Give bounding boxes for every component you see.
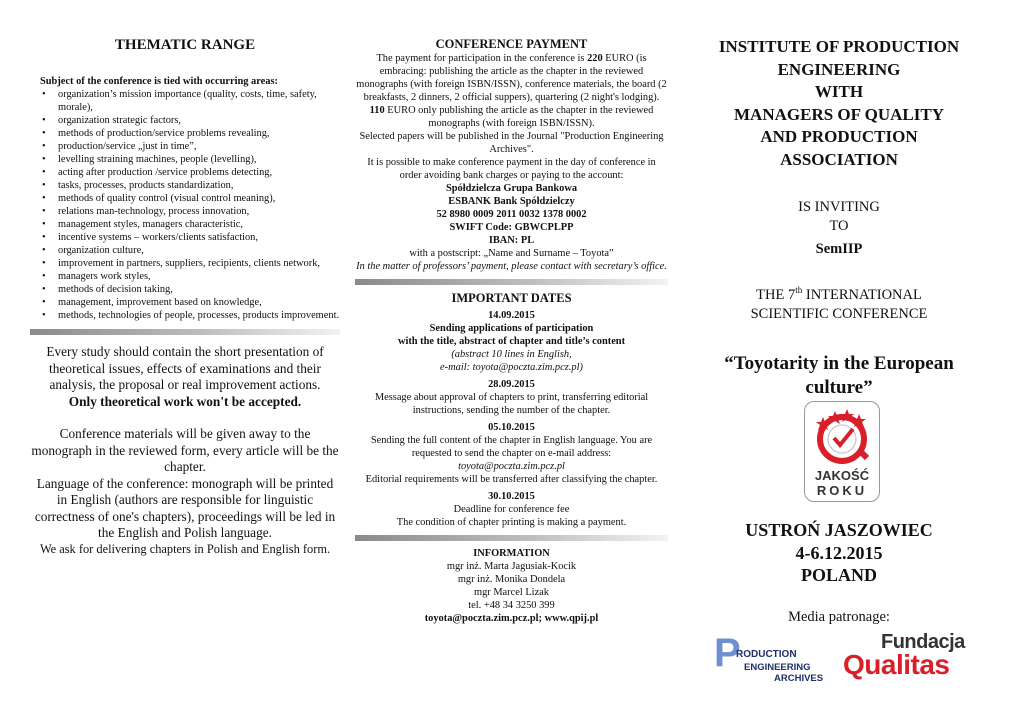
location-city: USTROŃ JASZOWIEC xyxy=(745,520,933,540)
thematic-column xyxy=(30,0,340,725)
contact-person-3: mgr Marcel Lizak xyxy=(473,587,549,598)
payment-text-2: 110 EURO only publishing the article as the chapter in the reviewed monographs (with foreign ISBN/ISSN). xyxy=(369,105,654,129)
conference-block xyxy=(680,281,998,324)
pea-letter-p-icon: P xyxy=(714,631,741,675)
contact-person-1: mgr inż. Marta Jagusiak-Kocik xyxy=(446,561,577,572)
production-engineering-archives-logo xyxy=(714,633,844,685)
quality-badge-line-1: JAKOŚĆ xyxy=(814,468,870,483)
info-p4: We ask for delivering chapters in Polish and English form. xyxy=(39,541,331,556)
conference-title: “Toyotarity in the European culture” xyxy=(724,352,954,398)
organizer-line-3: WITH xyxy=(814,82,864,101)
inviting-line-1: IS INVITING xyxy=(798,199,880,215)
thematic-item: • production/service „just in time”, xyxy=(30,140,340,153)
swift-code: SWIFT Code: GBWCPLPP xyxy=(449,222,574,233)
thematic-item: • management styles, managers characteristic, xyxy=(30,218,340,231)
thematic-item: • management, improvement based on knowledge, xyxy=(30,296,340,309)
professors-note: In the matter of professors’ payment, please contact with secretary’s office. xyxy=(356,261,667,272)
pea-line-1: RODUCTION xyxy=(736,649,797,660)
date-1: 14.09.2015 xyxy=(488,310,535,321)
inviting-block xyxy=(680,198,998,259)
fundacja-text: Fundacja xyxy=(881,631,965,653)
information-title: INFORMATION xyxy=(473,548,550,559)
location-dates: 4-6.12.2015 xyxy=(795,542,883,563)
date-3-text-2: Editorial requirements will be transferred after classifying the chapter. xyxy=(365,474,658,485)
pea-line-3: ARCHIVES xyxy=(774,673,824,684)
bank-name-1: Spółdzielcza Grupa Bankowa xyxy=(445,183,578,194)
thematic-item: • organization culture, xyxy=(30,244,340,257)
info-p1: Every study should contain the short presentation of theoretical issues, effects of examinations and their analysis, the proposal or real improvement actions. xyxy=(46,344,324,392)
seminar-name: SemIIP xyxy=(815,241,863,257)
location-block xyxy=(680,519,998,587)
date-3: 05.10.2015 xyxy=(488,422,535,433)
date-1-line-4: e-mail: toyota@poczta.zim.pcz.pl) xyxy=(440,362,583,373)
thematic-item: • organization strategic factors, xyxy=(30,114,340,127)
dates-title: IMPORTANT DATES xyxy=(451,291,572,305)
organizer-block xyxy=(680,36,998,171)
conference-line-2: SCIENTIFIC CONFERENCE xyxy=(750,305,928,322)
thematic-item: • methods, technologies of people, processes, products improvement. xyxy=(30,309,340,322)
date-4-line-1: Deadline for conference fee xyxy=(453,504,570,515)
payment-column xyxy=(355,0,668,725)
organizer-line-1: INSTITUTE OF PRODUCTION xyxy=(718,37,960,56)
date-3-email: toyota@poczta.zim.pcz.pl xyxy=(458,461,565,472)
thematic-item: • acting after production /service problems detecting, xyxy=(30,166,340,179)
fundacja-qualitas-logo xyxy=(843,631,973,686)
contact-phone: tel. +48 34 3250 399 xyxy=(468,600,555,611)
pea-line-2: ENGINEERING xyxy=(744,662,811,673)
date-2-text: Message about approval of chapters to print, transferring editorial instructions, sending the number of the chapter. xyxy=(374,392,649,416)
payment-text-3: Selected papers will be published in the Journal "Production Engineering Archives". xyxy=(359,131,664,155)
divider xyxy=(30,329,340,335)
info-text xyxy=(30,344,340,557)
thematic-title: THEMATIC RANGE xyxy=(114,37,256,53)
thematic-item: • methods of quality control (visual control meaning), xyxy=(30,192,340,205)
thematic-item: • tasks, processes, products standardization, xyxy=(30,179,340,192)
postscript: with a postscript: „Name and Surname – Toyota” xyxy=(409,248,614,259)
info-p1-bold: Only theoretical work won't be accepted. xyxy=(68,393,302,409)
payment-text-4: It is possible to make conference payment in the day of conference in order avoiding bank charges or paying to the account: xyxy=(367,157,656,181)
bank-name-2: ESBANK Bank Spółdzielczy xyxy=(448,196,575,207)
thematic-item: • levelling straining machines, people (levelling), xyxy=(30,153,340,166)
thematic-item: • managers work styles, xyxy=(30,270,340,283)
payment-title: CONFERENCE PAYMENT xyxy=(435,37,588,51)
organizer-line-4: MANAGERS OF QUALITY xyxy=(734,104,944,124)
quality-badge xyxy=(804,401,880,502)
date-4-line-2: The condition of chapter printing is making a payment. xyxy=(396,517,627,528)
date-1-line-3: (abstract 10 lines in English, xyxy=(451,349,572,360)
contact-person-2: mgr inż. Monika Dondela xyxy=(457,574,566,585)
info-p2: Conference materials will be given away to the monograph in the reviewed form, every article will be the chapter. xyxy=(31,426,339,474)
date-1-line-2: with the title, abstract of chapter and title’s content xyxy=(397,336,626,347)
thematic-item: • improvement in partners, suppliers, recipients, clients network, xyxy=(30,257,340,270)
inviting-line-2: TO xyxy=(829,218,849,234)
organizer-line-6: ASSOCIATION xyxy=(780,149,898,169)
divider xyxy=(355,279,668,285)
qualitas-text: Qualitas xyxy=(843,649,950,680)
account-number: 52 8980 0009 2011 0032 1378 0002 xyxy=(436,209,587,220)
info-p3: Language of the conference: monograph will be printed in English (authors are responsible for linguistic correctness of one's chapters), proceedings will be led in the English and Polish language. xyxy=(34,475,336,540)
thematic-item: • methods of production/service problems revealing, xyxy=(30,127,340,140)
date-2: 28.09.2015 xyxy=(488,379,535,390)
location-country: POLAND xyxy=(801,565,877,585)
thematic-item: • organization’s mission importance (quality, costs, time, safety, morale), xyxy=(30,88,340,114)
date-3-text: Sending the full content of the chapter in English language. You are requested to send the chapter on e-mail address: xyxy=(370,435,653,459)
iban: IBAN: PL xyxy=(488,235,535,246)
thematic-item: • relations man-technology, process innovation, xyxy=(30,205,340,218)
thematic-item: • methods of decision taking, xyxy=(30,283,340,296)
date-1-line-1: Sending applications of participation xyxy=(429,323,594,334)
divider xyxy=(355,535,668,541)
thematic-subtitle: Subject of the conference is tied with occurring areas: xyxy=(40,76,278,87)
thematic-item: • incentive systems – workers/clients satisfaction, xyxy=(30,231,340,244)
organizer-line-2: ENGINEERING xyxy=(777,59,901,79)
quality-badge-icon xyxy=(805,405,879,469)
payment-text-1: The payment for participation in the conference is 220 EURO (is embracing: publishing the article as the chapter in the reviewed monographs (with foreign ISBN/ISSN), conference materials, the board (2 breakfasts, 2 dinners, 2 official suppers), quartering (2 night's lodging). xyxy=(356,53,667,103)
contact-email-web: toyota@poczta.zim.pcz.pl; www.qpij.pl xyxy=(424,613,599,624)
quality-badge-line-2: ROKU xyxy=(816,483,868,498)
thematic-list xyxy=(30,88,340,322)
media-patronage-label: Media patronage: xyxy=(788,609,890,625)
conference-line-1: THE 7th INTERNATIONAL xyxy=(756,285,922,303)
organizer-line-5: AND PRODUCTION xyxy=(760,127,918,146)
invitation-column xyxy=(680,0,998,725)
date-4: 30.10.2015 xyxy=(488,491,535,502)
